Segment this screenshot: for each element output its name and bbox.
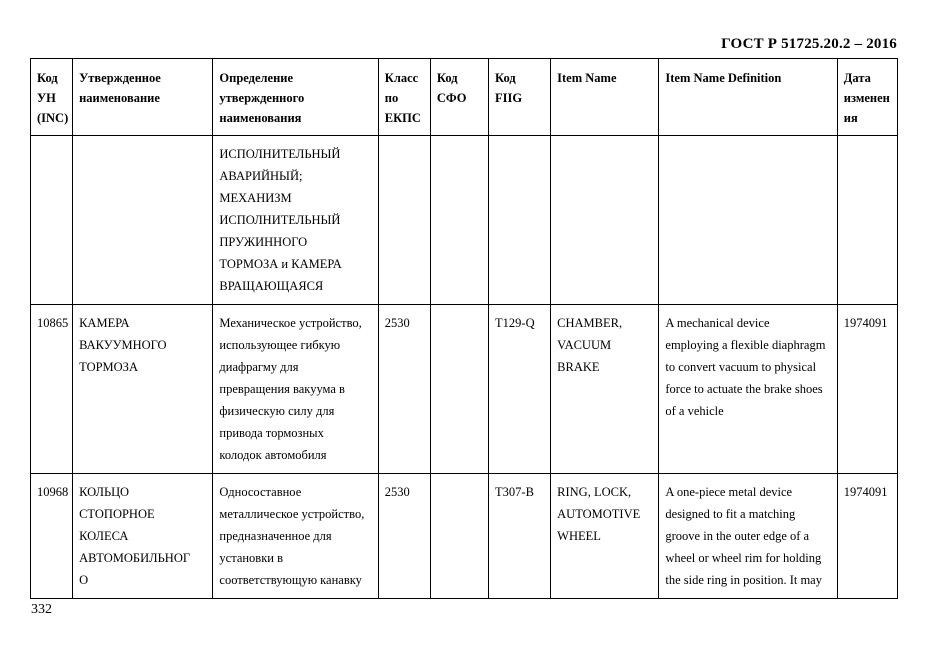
cell-item-name: CHAMBER, VACUUM BRAKE bbox=[551, 305, 659, 474]
cell-ekps-class bbox=[378, 136, 430, 305]
page-number: 332 bbox=[31, 602, 52, 617]
table-row bbox=[31, 136, 898, 305]
cell-definition: Односоставное металлическое устройство, предназначенное для установки в соответствующую канавку bbox=[213, 474, 378, 599]
column-header-code-un: Код УН (INC) bbox=[31, 59, 73, 136]
table-row bbox=[31, 474, 898, 599]
cell-code-un bbox=[31, 136, 73, 305]
cell-code-un: 10865 bbox=[31, 305, 73, 474]
column-header-item-name-definition: Item Name Definition bbox=[659, 59, 837, 136]
cell-item-name bbox=[551, 136, 659, 305]
cell-change-date bbox=[837, 136, 897, 305]
column-header-item-name: Item Name bbox=[551, 59, 659, 136]
cell-ekps-class: 2530 bbox=[378, 474, 430, 599]
cell-item-name-definition: A one-piece metal device designed to fit a matching groove in the outer edge of a wheel or wheel rim for holding the side ring in position. It may bbox=[659, 474, 837, 599]
cell-approved-name: КАМЕРА ВАКУУМНОГО ТОРМОЗА bbox=[73, 305, 213, 474]
cell-sfo-code bbox=[430, 136, 488, 305]
cell-fiig-code: T307-B bbox=[489, 474, 551, 599]
column-header-approved-name: Утвержденное наименование bbox=[73, 59, 213, 136]
column-header-change-date: Дата изменен ия bbox=[837, 59, 897, 136]
cell-ekps-class: 2530 bbox=[378, 305, 430, 474]
cell-change-date: 1974091 bbox=[837, 305, 897, 474]
cell-approved-name bbox=[73, 136, 213, 305]
cell-approved-name: КОЛЬЦО СТОПОРНОЕ КОЛЕСА АВТОМОБИЛЬНОГ О bbox=[73, 474, 213, 599]
cell-sfo-code bbox=[430, 474, 488, 599]
table-row bbox=[31, 305, 898, 474]
cell-code-un: 10968 bbox=[31, 474, 73, 599]
cell-fiig-code bbox=[489, 136, 551, 305]
cell-definition: ИСПОЛНИТЕЛЬНЫЙ АВАРИЙНЫЙ; МЕХАНИЗМ ИСПОЛНИТЕЛЬНЫЙ ПРУЖИННОГО ТОРМОЗА и КАМЕРА ВРАЩАЮЩАЯСЯ bbox=[213, 136, 378, 305]
table-header-row bbox=[31, 59, 898, 136]
cell-definition: Механическое устройство, использующее гибкую диафрагму для превращения вакуума в физическую силу для привода тормозных колодок автомобиля bbox=[213, 305, 378, 474]
document-standard-header: ГОСТ Р 51725.20.2 – 2016 bbox=[721, 36, 897, 52]
column-header-fiig-code: Код FIIG bbox=[489, 59, 551, 136]
cell-item-name: RING, LOCK, AUTOMOTIVE WHEEL bbox=[551, 474, 659, 599]
cell-item-name-definition: A mechanical device employing a flexible diaphragm to convert vacuum to physical force to actuate the brake shoes of a vehicle bbox=[659, 305, 837, 474]
column-header-sfo-code: Код СФО bbox=[430, 59, 488, 136]
cell-sfo-code bbox=[430, 305, 488, 474]
cell-item-name-definition bbox=[659, 136, 837, 305]
column-header-definition: Определение утвержденного наименования bbox=[213, 59, 378, 136]
column-header-ekps-class: Класс по ЕКПС bbox=[378, 59, 430, 136]
cell-fiig-code: T129-Q bbox=[489, 305, 551, 474]
specification-table bbox=[30, 58, 898, 599]
cell-change-date: 1974091 bbox=[837, 474, 897, 599]
